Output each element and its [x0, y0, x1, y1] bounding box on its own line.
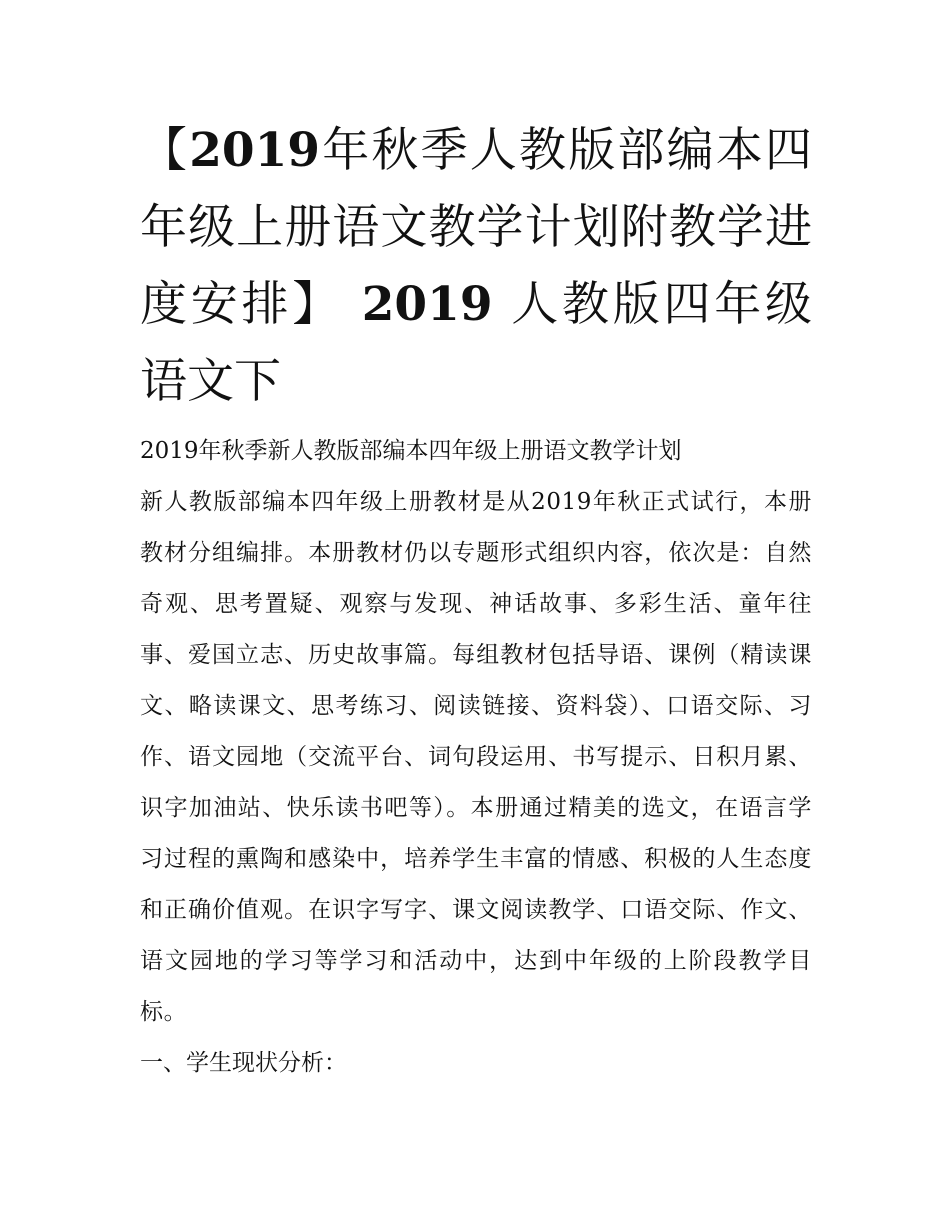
- document-subtitle: 2019年秋季新人教版部编本四年级上册语文教学计划: [140, 438, 682, 464]
- document-body: [140, 112, 812, 1089]
- intro-paragraph: 新人教版部编本四年级上册教材是从2019年秋正式试行，本册教材分组编排。本册教材仍以专题形式组织内容，依次是：自然奇观、思考置疑、观察与发现、神话故事、多彩生活、童年往事、爱国立志、历史故事篇。每组教材包括导语、课例（精读课文、略读课文、思考练习、阅读链接、资料袋）、口语交际、习作、语文园地（交流平台、词句段运用、书写提示、日积月累、识字加油站、快乐读书吧等）。本册通过精美的选文，在语言学习过程的熏陶和感染中，培养学生丰富的情感、积极的人生态度和正确价值观。在识字写字、课文阅读教学、口语交际、作文、语文园地的学习等学习和活动中，达到中年级的上阶段教学目标。: [140, 489, 812, 1025]
- document-title: [140, 112, 812, 420]
- title-year: 2019: [189, 123, 321, 178]
- title-main-text: 年秋季人教版部编本四年级上册语文教学计划附教学进度安排】: [140, 123, 813, 332]
- section-heading-student-analysis: 一、学生现状分析：: [140, 1050, 347, 1076]
- title-open-bracket: 【: [140, 123, 190, 178]
- title-tail-text: 人教版四年级语文下: [140, 277, 812, 409]
- title-year-second: 2019: [361, 277, 493, 332]
